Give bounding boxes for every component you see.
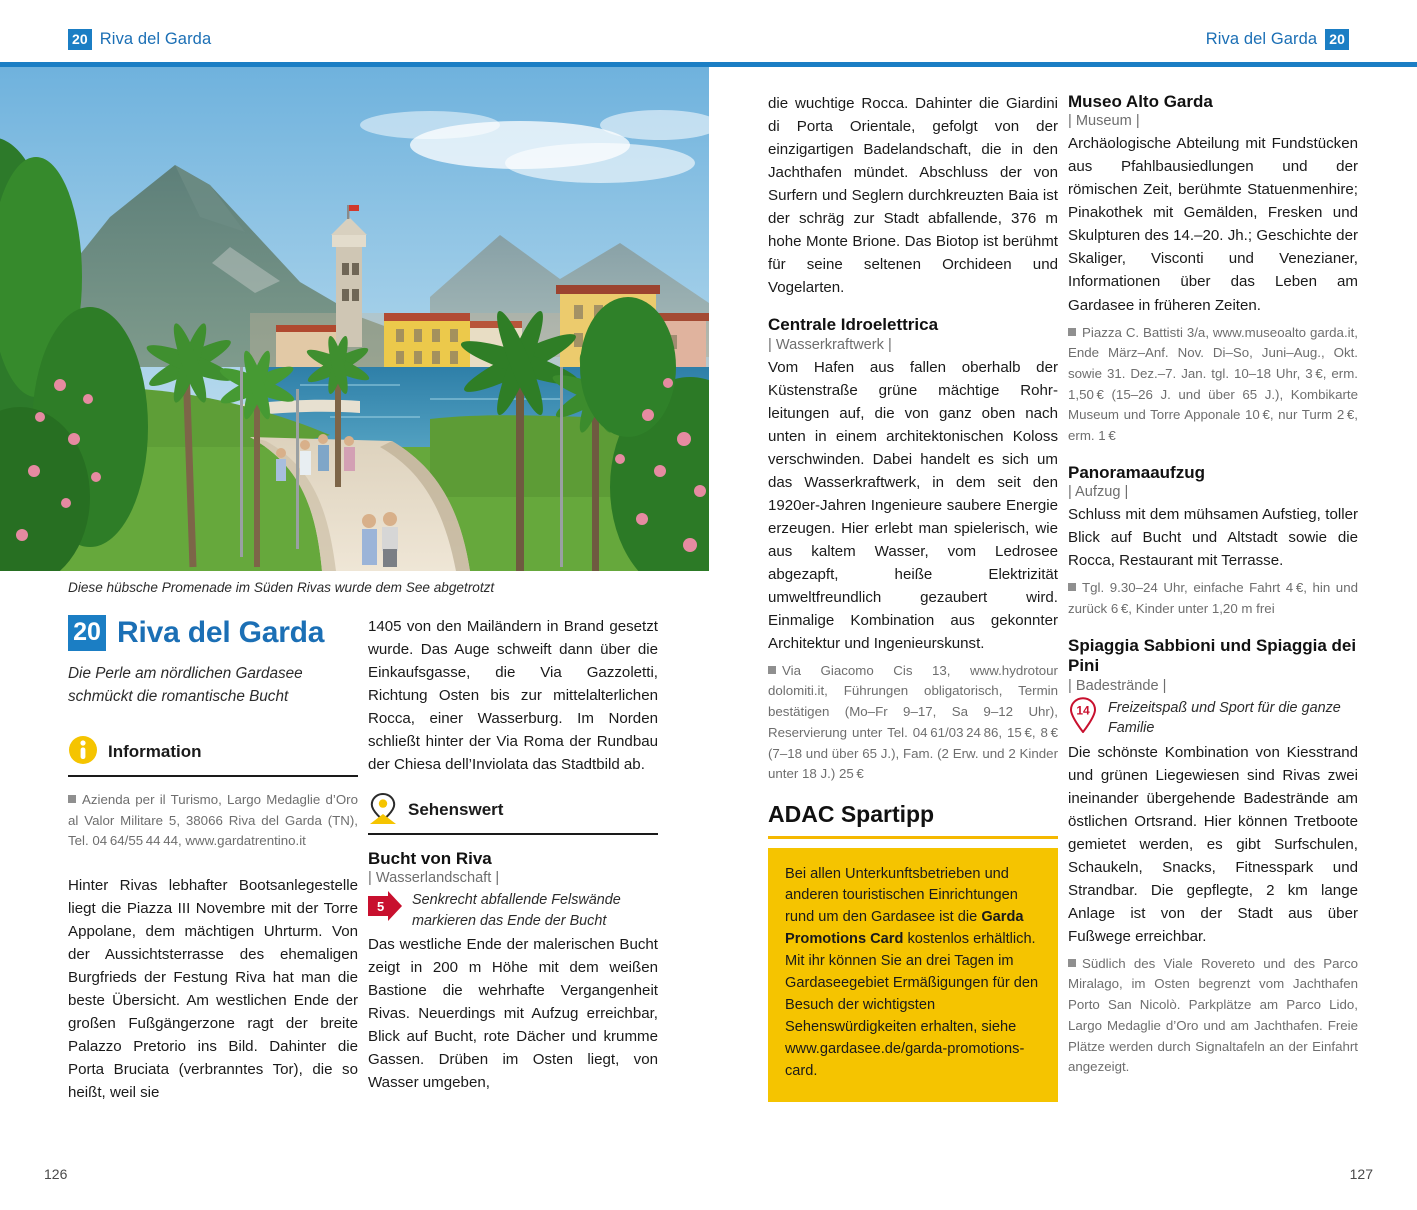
spartipp-text-before: Bei allen Unterkunftsbetrieben und anderen touristischen Einrichtungen rund um den Gardasee ist die — [785, 865, 1018, 926]
poi-details — [1068, 323, 1358, 447]
column-1 — [68, 615, 358, 1104]
poi-name: Panoramaaufzug — [1068, 462, 1205, 482]
poi-details-text: Piazza C. Battisti 3/a, www.museoalto garda.it, Ende März–Anf. Nov. Di–So, Juni–Aug., Okt. sowie 31. Dez.–7. Jan. tgl. 10–18 Uhr, 3 €, erm. 1,50 € (15–26 J. und über 65 J.), Kombikarte Museum und Torre Apponale 10 €, nur Turm 2 €, erm. 1 € — [1068, 324, 1358, 444]
photo-caption: Diese hübsche Promenade im Süden Rivas wurde dem See abgetrotzt — [68, 580, 495, 595]
poi-museo-alto-garda — [1068, 92, 1358, 447]
svg-text:14: 14 — [1076, 703, 1090, 718]
page-number-badge: 20 — [68, 615, 106, 651]
poi-spiaggia-sabbioni-pini — [1068, 636, 1358, 1078]
intro-paragraph-part3: die wuchtige Rocca. Dahinter die Giardini di Porta Orientale, gefolgt von der einzigartigen Badelandschaft, die in den Jachthafen mündet. Abschluss der von Surfern und Seglern durchkreuzten Baia ist der schräg zur Stadt abfallende, 376 m hohe Monte Brione. Das Biotop ist berühmt für seine seltenen Orchideen und Vogelarten. — [768, 95, 1058, 297]
sehenswert-label: Sehenswert — [408, 800, 504, 820]
information-rule — [68, 775, 358, 777]
poi-name: Centrale Idroelettrica — [768, 315, 939, 335]
info-circle-icon — [68, 734, 98, 766]
poi-bucht-von-riva — [368, 849, 658, 1094]
poi-details — [1068, 954, 1358, 1078]
poi-centrale-idroelettrica — [768, 315, 1058, 785]
map-pin-landmark-icon — [368, 792, 398, 824]
poi-details-text: Via Giacomo Cis 13, www.hydrotour dolomiti.it, Führungen obligatorisch, Termin bestätigen (Mo–Fr 9–17, Sa 9–12 Uhr), Reservierung unter Tel. 04 61/03 24 86, 15 €, 8 € (7–18 und über 65 J.), Fam. (2 Erw. und 2 Kinder unter 18 J.) 25 € — [768, 662, 1058, 782]
poi-details — [768, 661, 1058, 785]
poi-details-text: Südlich des Viale Rovereto und des Parco Miralago, im Osten begrenzt vom Jachthafen Porto San Nicolò. Parkplätze am Parco Lido, Largo Medaglie d’Oro und am Jachthafen. Freie Plätze werden durch Signaltafeln an der Einfahrt angezeigt. — [1068, 955, 1358, 1075]
poi-kind: | Museum | — [1068, 113, 1140, 130]
page-title: Riva del Garda — [117, 616, 325, 649]
spartipp-card-name: Garda Promotions Card — [785, 909, 1024, 948]
column-3 — [768, 92, 1058, 1102]
adac-spartipp — [768, 801, 1058, 1102]
page-subtitle: Die Perle am nördlichen Gardasee schmückt die romantische Bucht — [68, 665, 303, 705]
poi-kind: | Wasserlandschaft | — [368, 870, 500, 887]
hero-photo-illustration — [0, 67, 709, 571]
information-details — [68, 790, 358, 852]
map-arrow-badge-icon — [368, 891, 402, 921]
information-section — [68, 734, 358, 852]
sehenswert-rule — [368, 833, 658, 835]
running-head-right — [1206, 26, 1349, 52]
poi-highlight-text: Senkrecht abfallende Felswände markieren das Ende der Bucht — [412, 892, 621, 929]
intro-paragraph-part2: 1405 von den Mailändern in Brand gesetzt wurde. Das Auge schweift dann über die Einkaufsgasse, die Via Gazzoletti, Richtung Osten bis zur mittelalterlichen Rocca, einer Wasserburg. Im Norden schließt hinter der Via Roma der Rundbau der Chiesa dell’Inviolata das Stadtbild ab. — [368, 618, 658, 774]
poi-description: Schluss mit dem mühsamen Aufstieg, toller Blick auf Bucht und Altstadt sowie die Rocca, Restaurant mit Terrasse. — [1068, 506, 1358, 570]
hero-photo — [0, 67, 709, 571]
square-bullet-icon — [1068, 328, 1076, 336]
information-label: Information — [108, 742, 202, 762]
column-4 — [1068, 92, 1358, 1094]
intro-paragraph-part1: Hinter Rivas lebhafter Bootsanlegestelle liegt die Piazza III Novembre mit der Torre Appolane, dem mächtigen Uhrturm. Von der Aussichtsterrasse des ehemaligen Burgfrieds der Festung Riva hat man die beste Übersicht. Am westlichen Ende der großen Fußgängerzone ragt der breite Palazzo Pretorio ins Bild. Dahinter die Porta Bruciata (verbranntes Tor), die so heißt, weil sie — [68, 877, 358, 1102]
poi-panoramaaufzug — [1068, 463, 1358, 620]
chapter-number-badge-left: 20 — [68, 29, 92, 50]
poi-description: Das westliche Ende der malerischen Bucht zeigt in 200 m Höhe mit dem weißen Bastione die wehrhafte Vergangenheit Rivas. Neuerdings mit Aufzug erreichbar, Blick auf Bucht, rote Dächer und krumme Gassen. Drüben im Osten liegt, von Wasser umgeben, — [368, 936, 658, 1092]
column-2 — [368, 615, 658, 1094]
chapter-number-badge-right: 20 — [1325, 29, 1349, 50]
map-pin-number-badge-icon — [1068, 697, 1098, 733]
spartipp-text-after: kostenlos erhältlich. Mit ihr können Sie an drei Tagen im Gardaseegebiet Ermäßigungen für den Besuch der wichtigsten Sehenswürdigkeiten erhalten, siehe www.gardasee.de/garda-promotions-card. — [785, 931, 1039, 1079]
poi-name: Museo Alto Garda — [1068, 92, 1213, 111]
spartipp-box — [768, 848, 1058, 1103]
running-head-left — [68, 26, 211, 52]
poi-kind: | Wasserkraftwerk | — [768, 336, 892, 353]
page-title-row — [68, 615, 358, 651]
poi-name: Bucht von Riva — [368, 848, 492, 868]
poi-details — [1068, 578, 1358, 619]
running-head-right-title: Riva del Garda — [1205, 29, 1318, 48]
poi-description: Die schönste Kombination von Kiesstrand und grünen Liegewiesen sind Rivas zwei ineinander übergehende Badestrände am östlichen Ortsrand. Hier können Tretboote gemietet werden, es gibt Surfschulen, Schaukeln, Snacks, Fitnesspark und Strandbar. Die gepflegte, 2 km lange Anlage ist von der Stadt aus über Fußwege erreichbar. — [1068, 743, 1358, 945]
poi-highlight-text: Freizeitspaß und Sport für die ganze Familie — [1108, 699, 1341, 737]
folio-right: 127 — [1349, 1166, 1373, 1182]
poi-kind: | Badestrände | — [1068, 677, 1167, 694]
header-rule-right — [709, 62, 1417, 67]
information-heading — [68, 734, 358, 766]
poi-description: Archäologische Abteilung mit Fundstücken aus Pfahlbausiedlungen und der römischen Zeit, berühmte Statuenmenhire; Pinakothek mit Gemälden, Fresken und Skulpturen des 14.–20. Jh.; Geschichte der Skaliger, Visconti und Venezianer, Informationen über das Leben am Gardasee in früheren Zeiten. — [1068, 135, 1358, 314]
square-bullet-icon — [768, 666, 776, 674]
spartipp-heading: ADAC Spartipp — [768, 801, 935, 828]
sehenswert-section — [368, 792, 658, 835]
poi-description: Vom Hafen aus fallen oberhalb der Küstenstraße grüne mächtige Rohrleitungen auf, die von ganz oben nach unten in einem architektonischen Koloss verschwinden. Dabei handelt es sich um das Wasserkraftwerk, in dem seit den 1920er-Jahren Ingenieure saubere Energie erzeugen. Hier erlebt man spielerisch, wie aus kaltem Wasser, vom Ledrosee abgezapft, heiße Elektrizität umweltfreundlich gezaubert wird. Einmalige Kombination aus gekonnter Architektur und Ingenieurskunst. — [768, 358, 1058, 652]
sehenswert-heading — [368, 792, 658, 824]
information-details-text: Azienda per il Turismo, Largo Medaglie d’Oro al Valor Militare 5, 38066 Riva del Garda (TN), Tel. 04 64/55 44 44, www.gardatrentino.it — [68, 791, 358, 849]
running-head-left-title: Riva del Garda — [99, 29, 212, 48]
spartipp-rule — [768, 836, 1058, 838]
poi-kind: | Aufzug | — [1068, 484, 1129, 501]
spartipp-text — [785, 864, 1041, 1083]
folio-left: 126 — [44, 1166, 68, 1182]
square-bullet-icon — [1068, 583, 1076, 591]
square-bullet-icon — [68, 795, 76, 803]
poi-highlight — [368, 889, 658, 931]
square-bullet-icon — [1068, 959, 1076, 967]
svg-text:5: 5 — [377, 899, 385, 915]
poi-details-text: Tgl. 9.30–24 Uhr, einfache Fahrt 4 €, hin und zurück 6 €, Kinder unter 1,20 m frei — [1068, 580, 1358, 617]
poi-name: Spiaggia Sabbioni und Spiaggia dei Pini — [1068, 635, 1357, 676]
poi-highlight — [1068, 697, 1358, 739]
